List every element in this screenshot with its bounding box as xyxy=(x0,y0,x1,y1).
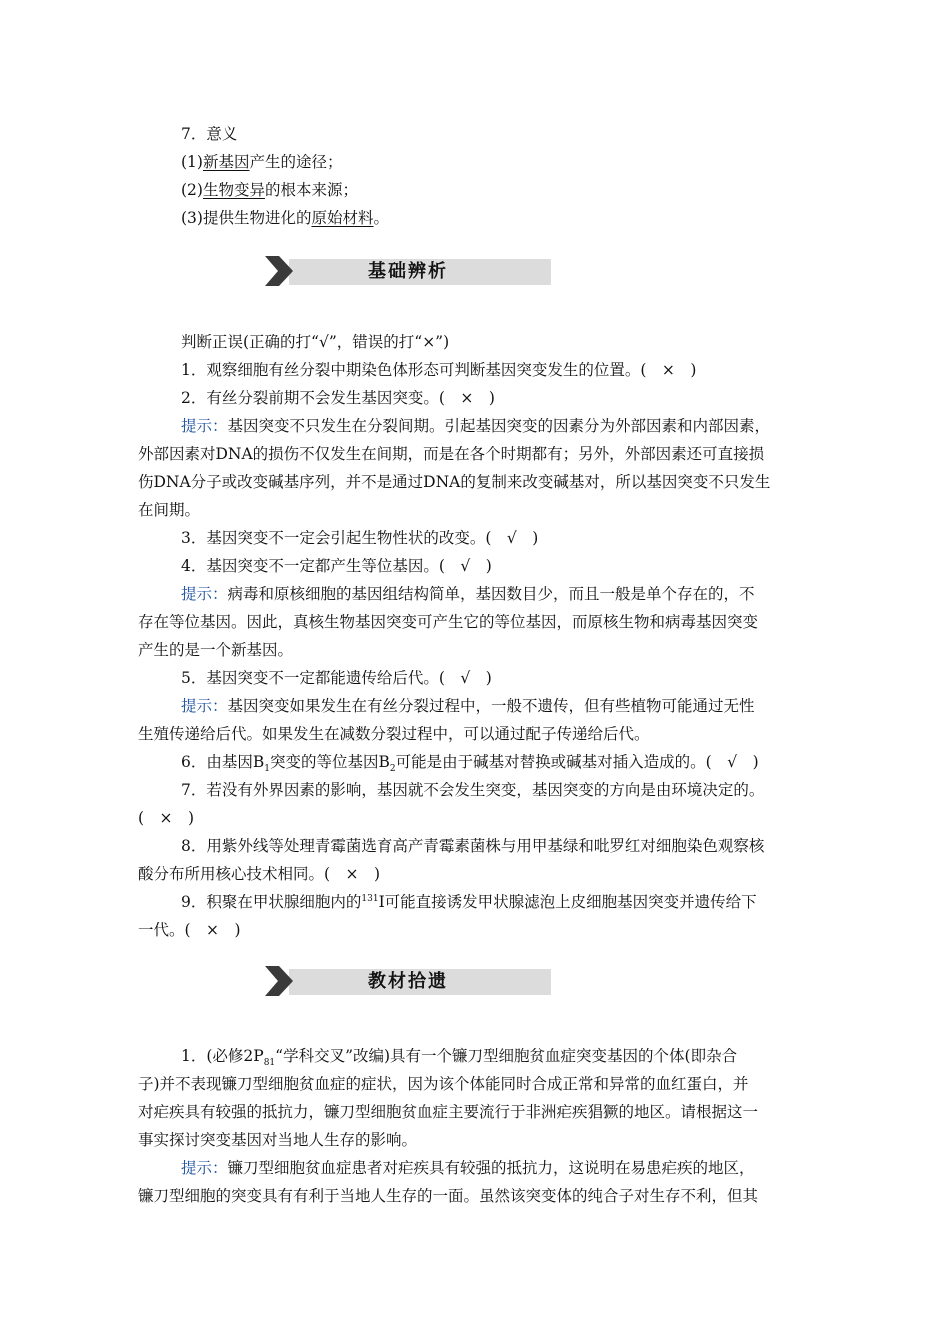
significance-item-3: (3)提供生物进化的原始材料。 xyxy=(181,209,389,227)
hint-4-line-3: 产生的是一个新基因。 xyxy=(138,641,294,659)
question-8-line-1: 8．用紫外线等处理青霉菌选育高产青霉素菌株与用甲基绿和吡罗红对细胞染色观察核 xyxy=(181,837,765,855)
question-6: 6．由基因$B_1$突变的等位基因$B_2$可能是由于碱基对替换或碱基对插入造成的。( √ ) xyxy=(181,753,759,775)
judge-intro: 判断正误(正确的打“√”，错误的打“×”) xyxy=(181,333,450,351)
hint-2-line-3: 伤DNA分子或改变碱基序列，并不是通过DNA的复制来改变碱基对，所以基因突变不只发生 xyxy=(138,473,771,491)
significance-item-2: (2)生物变异的根本来源； xyxy=(181,181,358,199)
hint-label: 提示： xyxy=(181,585,228,603)
question-7-line-1: 7．若没有外界因素的影响，基因就不会发生突变，基因突变的方向是由环境决定的。 xyxy=(181,781,765,799)
underlined-term: 原始材料 xyxy=(311,209,374,227)
textbook-question-1-line-2: 子)并不表现镰刀型细胞贫血症的症状，因为该个体能同时合成正常和异常的血红蛋白，并 xyxy=(138,1075,749,1093)
question-2: 2．有丝分裂前期不会发生基因突变。( × ) xyxy=(181,389,495,407)
question-1: 1．观察细胞有丝分裂中期染色体形态可判断基因突变发生的位置。( × ) xyxy=(181,361,697,379)
question-8-line-2: 酸分布所用核心技术相同。( × ) xyxy=(138,865,381,883)
section-heading: 7．意义 xyxy=(181,125,238,143)
hint-5-line-2: 生殖传递给后代。如果发生在减数分裂过程中，可以通过配子传递给后代。 xyxy=(138,725,650,743)
underlined-term: 生物变异 xyxy=(202,181,265,199)
textbook-hint-line-2: 镰刀型细胞的突变具有有利于当地人生存的一面。虽然该突变体的纯合子对生存不利，但其 xyxy=(138,1187,759,1205)
question-3: 3．基因突变不一定会引起生物性状的改变。( √ ) xyxy=(181,529,539,547)
hint-2-line-2: 外部因素对DNA的损伤不仅发生在间期，而是在各个时期都有；另外，外部因素还可直接损 xyxy=(138,445,765,463)
textbook-question-1-line-3: 对疟疾具有较强的抵抗力，镰刀型细胞贫血症主要流行于非洲疟疾猖獗的地区。请根据这一 xyxy=(138,1103,759,1121)
hint-label: 提示： xyxy=(181,1159,228,1177)
textbook-hint-line-1: 提示：镰刀型细胞贫血症患者对疟疾具有较强的抵抗力，这说明在易患疟疾的地区， xyxy=(181,1159,755,1177)
section-banner-basic-analysis xyxy=(265,256,551,286)
hint-label: 提示： xyxy=(181,697,228,715)
banner-title: 教材拾遗 xyxy=(368,971,448,992)
hint-2-line-1: 提示：基因突变不只发生在分裂间期。引起基因突变的因素分为外部因素和内部因素， xyxy=(181,417,771,435)
section-banner-textbook-review xyxy=(265,966,551,996)
hint-5-line-1: 提示：基因突变如果发生在有丝分裂过程中，一般不遗传，但有些植物可能通过无性 xyxy=(181,697,755,715)
hint-4-line-2: 存在等位基因。因此，真核生物基因突变可产生它的等位基因，而原核生物和病毒基因突变 xyxy=(138,613,759,631)
underlined-term: 新基因 xyxy=(202,153,250,171)
hint-4-line-1: 提示：病毒和原核细胞的基因组结构简单，基因数目少，而且一般是单个存在的，不 xyxy=(181,585,755,603)
question-4: 4．基因突变不一定都产生等位基因。( √ ) xyxy=(181,557,492,575)
hint-label: 提示： xyxy=(181,417,228,435)
significance-item-1: (1)新基因产生的途径； xyxy=(181,153,343,171)
textbook-question-1-line-1: 1．(必修$2P_{81}“$学科交叉”改编)具有一个镰刀型细胞贫血症突变基因的个体(即杂合 xyxy=(181,1047,738,1069)
question-5: 5．基因突变不一定都能遗传给后代。( √ ) xyxy=(181,669,492,687)
banner-title: 基础辨析 xyxy=(368,261,448,282)
question-7-line-2: ( × ) xyxy=(138,809,195,827)
question-9-line-2: 一代。( × ) xyxy=(138,921,241,939)
textbook-question-1-line-4: 事实探讨突变基因对当地人生存的影响。 xyxy=(138,1131,418,1149)
hint-2-line-4: 在间期。 xyxy=(138,501,201,519)
question-9-line-1: 9．积聚在甲状腺细胞内的$^{131}$I可能直接诱发甲状腺滤泡上皮细胞基因突变并遗传给下 xyxy=(181,893,757,911)
